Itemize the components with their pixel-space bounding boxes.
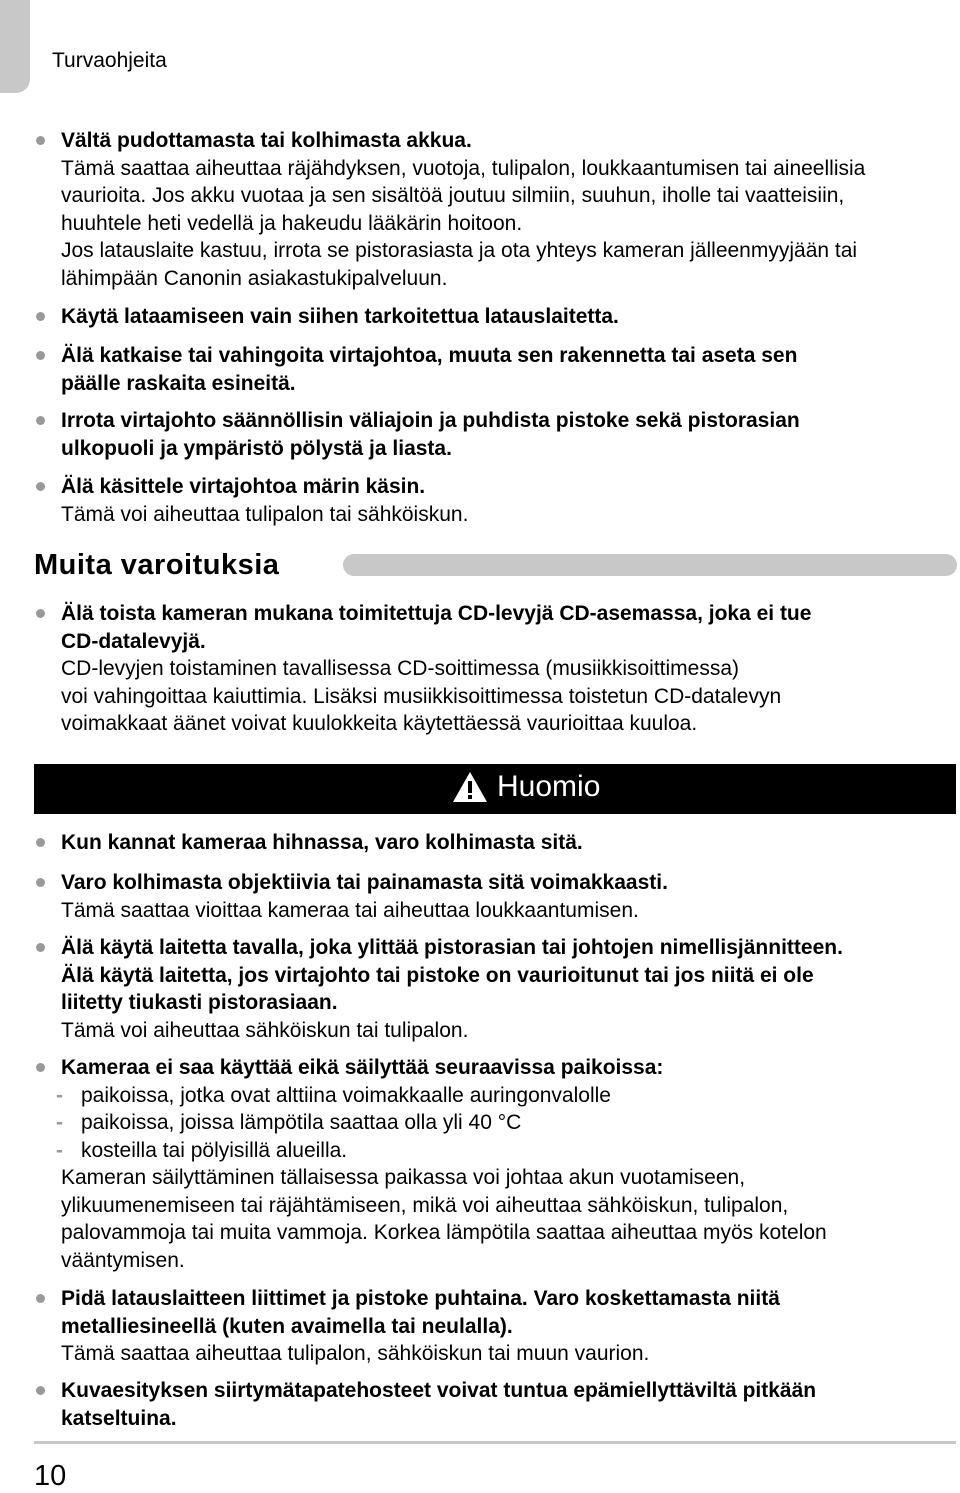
footer-rule bbox=[34, 1441, 956, 1444]
bullet-icon bbox=[36, 416, 45, 425]
bullet-icon bbox=[36, 878, 45, 887]
caution-banner bbox=[34, 764, 956, 814]
list-item: Älä käsittele virtajohtoa märin käsin. Tämä voi aiheuttaa tulipalon tai sähköiskun. bbox=[61, 473, 940, 528]
list-item: Pidä latauslaitteen liittimet ja pistoke puhtaina. Varo koskettamasta niitä metalliesineellä (kuten avaimella tai neulalla). Tämä saattaa aiheuttaa tulipalon, sähköiskun tai muun vaurion. bbox=[61, 1285, 940, 1368]
section-title: Muita varoituksia bbox=[34, 549, 280, 581]
list-item: Irrota virtajohto säännöllisin väliajoin ja puhdista pistoke sekä pistorasian ulkopuoli ja ympäristö pölystä ja liasta. bbox=[61, 407, 940, 462]
bullet-icon bbox=[36, 1386, 45, 1395]
page-header: Turvaohjeita bbox=[52, 49, 167, 72]
list-item: Älä katkaise tai vahingoita virtajohtoa, muuta sen rakennetta tai aseta sen päälle raskaita esineitä. bbox=[61, 342, 940, 397]
bullet-icon bbox=[36, 943, 45, 952]
bullet-icon bbox=[36, 609, 45, 618]
bullet-icon bbox=[36, 1063, 45, 1072]
list-item: Kameraa ei saa käyttää eikä säilyttää seuraavissa paikoissa: - paikoissa, jotka ovat alttiina voimakkaalle auringonvalolle - paikoissa, joissa lämpötila saattaa olla yli 40 °C - kosteilla tai pölyisillä alueilla. Kameran säilyttäminen tällaisessa paikassa voi johtaa akun vuotamiseen, ylikuumenemiseen tai räjähtämiseen, mikä voi aiheuttaa sähköiskun, tulipalon, palovammoja tai muita vammoja. Korkea lämpötila saattaa aiheuttaa myös kotelon vääntymisen. bbox=[61, 1054, 940, 1274]
page-tab-marker bbox=[0, 0, 30, 93]
bullet-icon bbox=[36, 351, 45, 360]
list-item: Käytä lataamiseen vain siihen tarkoitettua latauslaitetta. bbox=[61, 303, 940, 331]
bullet-icon bbox=[36, 312, 45, 321]
list-item: Vältä pudottamasta tai kolhimasta akkua. Tämä saattaa aiheuttaa räjähdyksen, vuotoja, tulipalon, loukkaantumisen tai aineellisia vaurioita. Jos akku vuotaa ja sen sisältöä joutuu silmiin, suuhun, iholle tai vaatteisiin, huuhtele heti vedellä ja hakeudu lääkärin hoitoon. Jos latauslaite kastuu, irrota se pistorasiasta ja ota yhteys kameran jälleenmyyjään tai lähimpään Canonin asiakastukipalveluun. bbox=[61, 127, 940, 292]
list-item: Älä toista kameran mukana toimitettuja CD-levyjä CD-asemassa, joka ei tue CD-datalevyjä. CD-levyjen toistaminen tavallisessa CD-soittimessa (musiikkisoittimessa) voi vahingoittaa kaiuttimia. Lisäksi musiikkisoittimessa toistetun CD-datalevyn voimakkaat äänet voivat kuulokkeita käytettäessä vaurioittaa kuuloa. bbox=[61, 600, 940, 738]
bullet-icon bbox=[36, 838, 45, 847]
bullet-icon bbox=[36, 1294, 45, 1303]
section-divider bbox=[343, 554, 957, 576]
list-item: Kun kannat kameraa hihnassa, varo kolhimasta sitä. bbox=[61, 829, 940, 857]
bullet-icon bbox=[36, 482, 45, 491]
page-number: 10 bbox=[34, 1460, 67, 1492]
caution-banner-label: Huomio bbox=[497, 770, 601, 803]
warning-triangle-icon bbox=[451, 770, 489, 804]
list-item: Älä käytä laitetta tavalla, joka ylittää pistorasian tai johtojen nimellisjännitteen. Älä käytä laitetta, jos virtajohto tai pistoke on vaurioitunut tai jos niitä ei ole liitetty tiukasti pistorasiaan. Tämä voi aiheuttaa sähköiskun tai tulipalon. bbox=[61, 934, 940, 1044]
bullet-icon bbox=[36, 136, 45, 145]
list-item: Kuvaesityksen siirtymätapatehosteet voivat tuntua epämiellyttäviltä pitkään katseltuina. bbox=[61, 1377, 940, 1432]
list-item: Varo kolhimasta objektiivia tai painamasta sitä voimakkaasti. Tämä saattaa vioittaa kameraa tai aiheuttaa loukkaantumisen. bbox=[61, 869, 940, 924]
